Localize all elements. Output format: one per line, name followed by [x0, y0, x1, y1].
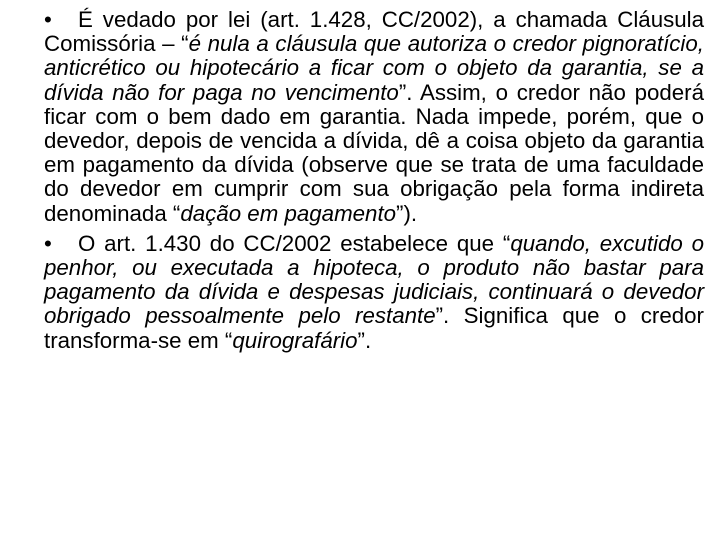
p1-seg-3-italic: dação em pagamento — [180, 200, 397, 226]
bullet-mark: • — [44, 230, 52, 256]
p1-seg-0: É vedado por lei (art. 1.428, CC/2002), a chamada Cláusula Comissória – “ — [44, 7, 704, 57]
p2-seg-3-italic: quirografário — [232, 327, 358, 353]
text-content — [44, 8, 704, 353]
p1-seg-4: ”). — [396, 200, 418, 226]
p2-seg-1-italic: quando, excutido o penhor, ou executada a hipoteca, o produto não bastar para pagamento da dívida e despesas judiciais, continuará o devedor obrigado pessoalmente pelo restante — [44, 230, 704, 329]
p1-seg-1-italic: é nula a cláusula que autoriza o credor pignoratício, anticrético ou hipotecário a ficar com o objeto da garantia, se a dívida não for paga no vencimento — [44, 31, 704, 105]
p2-seg-0: O art. 1.430 do CC/2002 estabelece que “ — [78, 230, 511, 256]
paragraph-art-1430 — [44, 232, 704, 353]
paragraph-clausula-comissoria — [44, 8, 704, 226]
p2-seg-4: ”. — [357, 327, 372, 353]
p2-seg-2: ”. Significa que o credor transforma-se em “ — [44, 303, 704, 353]
p1-seg-2: ”. Assim, o credor não poderá ficar com o bem dado em garantia. Nada impede, porém, que o devedor, depois de vencida a dívida, dê a coisa objeto da garantia em pagamento da dívida (observe que se trata de uma faculdade do devedor em cumprir com sua obrigação pela forma indireta denominada “ — [44, 79, 705, 226]
bullet-mark: • — [44, 7, 52, 32]
